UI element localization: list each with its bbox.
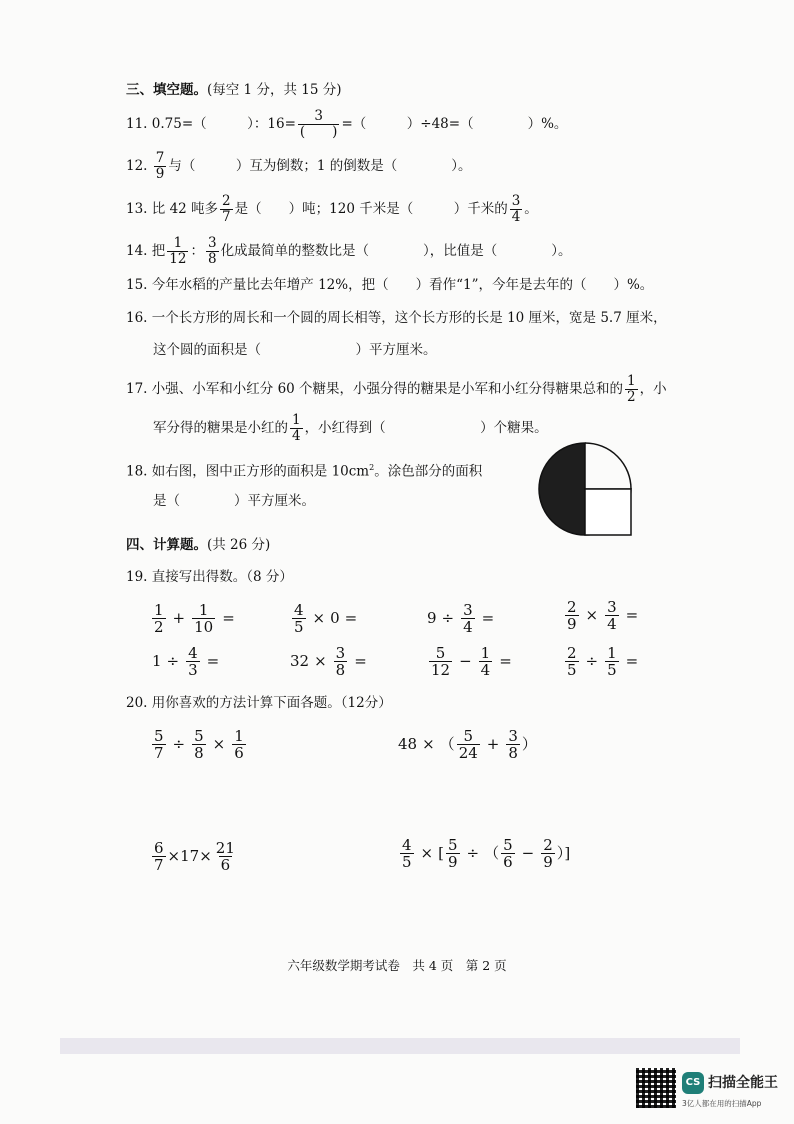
question-18 [126, 458, 482, 482]
question-15 [126, 275, 653, 295]
question-16 [126, 308, 667, 328]
numerator: 7 [155, 150, 165, 166]
times-sign: × [585, 606, 599, 624]
number: 0 [330, 609, 340, 627]
question-text: ，小 [639, 381, 667, 397]
divide-sign: ÷ [466, 844, 480, 862]
page-footer: 六年级数学期考试卷 共 4 页 第 2 页 [287, 958, 507, 973]
fraction [167, 237, 188, 266]
denominator: 8 [207, 250, 217, 267]
question-text: 小强、小军和小红分 60 个糖果，小强分得的糖果是小军和小红分得糖果总和的 [151, 381, 624, 397]
question-number: 13. [126, 201, 148, 217]
minus-sign: − [521, 844, 535, 862]
question-text: 用你喜欢的方法计算下面各题。（12分） [151, 695, 392, 711]
qr-code-icon [636, 1068, 676, 1108]
plus-sign: + [486, 735, 500, 753]
superscript: 2 [369, 463, 375, 472]
question-number: 11. [126, 116, 148, 132]
section-4-heading [126, 535, 270, 555]
times-sign: × [212, 735, 226, 753]
divide-sign: ÷ [172, 735, 186, 753]
times-sign: × [199, 847, 212, 865]
calc-item-10 [398, 722, 537, 766]
fraction [625, 375, 638, 404]
divide-sign: ÷ [441, 609, 455, 627]
calc-item-2 [290, 598, 362, 638]
fraction: $\frac{1}{4}$ [480, 644, 491, 679]
question-number: 19. [126, 569, 148, 585]
numerator: 1 [173, 235, 183, 251]
question-text: 军分得的糖果是小红的 [153, 420, 288, 436]
calc-item-3 [427, 598, 499, 638]
ratio-colon: ： [190, 243, 204, 259]
times-sign: × [167, 847, 181, 865]
fraction: $\frac{6}{7}$ [154, 839, 164, 874]
times-sign: × [422, 735, 435, 753]
question-text: 这个圆的面积是（ ）平方厘米。 [153, 342, 437, 358]
equals-sign: = [354, 652, 367, 670]
square-shape [585, 489, 631, 535]
question-17 [126, 375, 667, 404]
question-text: 是（ ）平方厘米。 [153, 493, 315, 509]
fraction: $\frac{3}{4}$ [463, 601, 473, 636]
equals-sign: = [499, 652, 512, 670]
plus-sign: + [172, 609, 186, 627]
question-16-line-2 [153, 340, 437, 360]
question-text: 0.75=（ ）：16= [151, 116, 296, 132]
numerator: 3 [314, 108, 323, 124]
question-13 [126, 195, 538, 224]
fraction: $\frac{1}{2}$ [154, 601, 164, 636]
denominator: 4 [292, 427, 301, 444]
fraction: $\frac{5}{12}$ [431, 644, 451, 679]
question-text: 与（ ）互为倒数；1 的倒数是（ ）。 [168, 158, 472, 174]
question-text: 。 [524, 201, 538, 217]
fraction [298, 110, 340, 139]
number: 1 [152, 652, 162, 670]
question-text: 直接写出得数。（8 分） [151, 569, 293, 585]
fraction: $\frac{3}{8}$ [335, 644, 346, 679]
question-text: =（ ）÷48=（ ）%。 [341, 116, 568, 132]
equals-sign: = [625, 606, 639, 624]
denominator: 12 [169, 250, 187, 267]
question-number: 15. [126, 277, 148, 293]
denominator: 4 [511, 208, 521, 225]
scan-smudge [60, 1038, 740, 1054]
fraction: $\frac{4}{5}$ [294, 601, 304, 636]
equals-sign: = [222, 609, 235, 627]
left-bracket: [ [438, 844, 444, 862]
fraction: $\frac{5}{6}$ [503, 836, 513, 871]
number: 17 [180, 847, 200, 865]
fraction [206, 237, 219, 266]
fraction: $\frac{2}{5}$ [567, 644, 577, 679]
fraction: $\frac{3}{4}$ [607, 598, 617, 633]
question-number: 17. [126, 381, 148, 397]
right-paren: ） [556, 844, 565, 862]
minus-sign: − [459, 652, 472, 670]
number: 9 [427, 609, 437, 627]
fraction: $\frac{1}{5}$ [607, 644, 617, 679]
question-text: ，小红得到（ ）个糖果。 [304, 420, 548, 436]
times-sign: × [420, 844, 434, 862]
question-text: 比 42 吨多 [151, 201, 219, 217]
numerator: 1 [292, 412, 301, 428]
question-11 [126, 110, 567, 139]
question-12 [126, 152, 472, 181]
calc-item-1 [150, 598, 240, 638]
circle-square-figure [536, 440, 634, 538]
fraction: $\frac{21}{6}$ [215, 839, 235, 874]
equals-sign: = [344, 609, 358, 627]
question-19 [126, 567, 293, 587]
brand-name: 扫描全能王 [708, 1075, 778, 1091]
question-number: 20. [126, 695, 148, 711]
left-paren: （ [484, 844, 500, 862]
fraction: $\frac{5}{7}$ [154, 727, 164, 762]
scanner-watermark [636, 1068, 786, 1114]
brand-tagline: 3亿人都在用的扫描App [682, 1099, 762, 1108]
denominator: 9 [155, 165, 165, 182]
calc-item-9 [150, 722, 248, 766]
question-text: 如右图，图中正方形的面积是 10cm [151, 463, 370, 480]
fraction [220, 195, 233, 224]
equals-sign: = [625, 652, 639, 670]
calc-item-7 [427, 641, 517, 681]
fraction [154, 152, 167, 181]
fraction: $\frac{1}{6}$ [234, 727, 244, 762]
question-14 [126, 237, 572, 266]
question-number: 18. [126, 463, 148, 480]
question-number: 12. [126, 158, 148, 174]
denominator: 2 [627, 388, 636, 405]
section-score-note: (共 26 分) [207, 537, 271, 553]
calc-item-6 [290, 641, 372, 681]
numerator: 2 [222, 193, 231, 209]
number: 32 [290, 652, 310, 670]
right-bracket: ] [564, 844, 571, 862]
question-20 [126, 693, 392, 713]
question-text: 今年水稻的产量比去年增产 12%，把（ ）看作“1”，今年是去年的（ ）%。 [151, 277, 654, 293]
divide-sign: ÷ [585, 652, 599, 670]
fraction: $\frac{1}{10}$ [194, 601, 214, 636]
equals-sign: = [206, 652, 220, 670]
question-17-line-2 [153, 414, 548, 443]
section-score-note: (每空 1 分，共 15 分) [207, 82, 342, 98]
fraction: $\frac{5}{9}$ [447, 836, 458, 871]
section-3-heading [126, 80, 341, 100]
question-number: 16. [126, 310, 148, 326]
denominator: 7 [222, 208, 231, 225]
question-text: 化成最简单的整数比是（ ），比值是（ ）。 [220, 243, 572, 259]
question-text: 是（ ）吨；120 千米是（ ）千米的 [234, 201, 508, 217]
fraction [290, 414, 303, 443]
divide-sign: ÷ [166, 652, 180, 670]
times-sign: × [314, 652, 327, 670]
calc-item-11 [150, 834, 239, 878]
right-paren: ） [521, 735, 537, 753]
numerator: 3 [511, 193, 521, 209]
fraction: $\frac{2}{9}$ [543, 836, 553, 871]
denominator: ( ) [299, 123, 338, 140]
fraction: $\frac{3}{8}$ [508, 727, 518, 762]
equals-sign: = [481, 609, 495, 627]
section-title: 三、填空题。 [126, 82, 207, 98]
calc-item-4 [563, 595, 643, 635]
calc-item-8 [563, 641, 643, 681]
numerator: 3 [207, 235, 217, 251]
fraction: $\frac{5}{24}$ [458, 727, 478, 762]
section-title: 四、计算题。 [126, 537, 207, 553]
calc-item-5 [152, 641, 224, 681]
fraction: $\frac{4}{3}$ [188, 644, 198, 679]
question-18-line-2 [153, 491, 315, 511]
number: 48 [398, 735, 418, 753]
question-text: 一个长方形的周长和一个圆的周长相等，这个长方形的长是 10 厘米，宽是 5.7 厘米， [151, 310, 667, 326]
question-text: 。涂色部分的面积 [374, 463, 483, 480]
fraction: $\frac{2}{9}$ [567, 598, 577, 633]
circle-arc [585, 443, 631, 489]
camscanner-logo: CS [682, 1072, 704, 1094]
numerator: 1 [627, 373, 636, 389]
times-sign: × [312, 609, 326, 627]
fraction: $\frac{4}{5}$ [402, 836, 412, 871]
fraction [510, 195, 523, 224]
question-number: 14. [126, 243, 148, 259]
question-text: 把 [151, 243, 166, 259]
left-paren: （ [439, 735, 455, 753]
calc-item-12 [398, 831, 570, 875]
fraction: $\frac{5}{8}$ [194, 727, 204, 762]
